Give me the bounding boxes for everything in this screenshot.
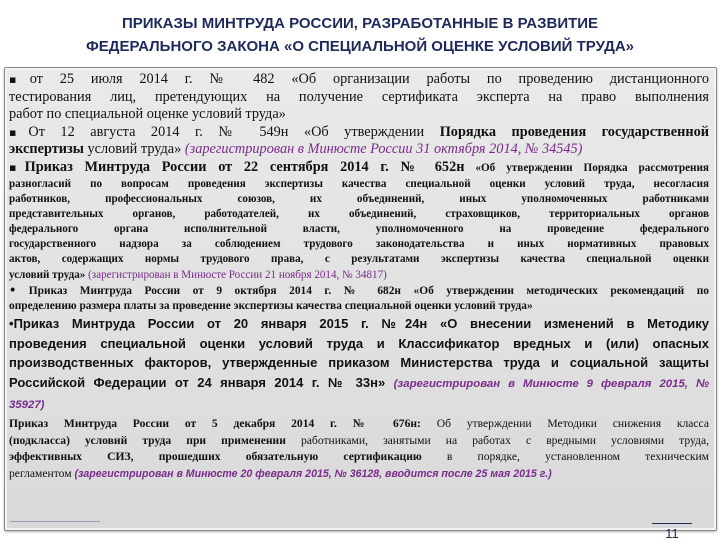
list-item: Приказ Минтруда России от 5 декабря 2014 г. № 676н: Об утверждении Методики снижения класса (подкласса) условий труда при применении работниками, занятыми на работах с вредными условиями труда, эффективных СИЗ, прошедших обязательную сертификацию в порядке, установленном техническим регламентом (зарегистрирован в Минюсте 20 февраля 2015, № 36128, вводится после 25 мая 2015 г.): [9, 417, 709, 480]
registration-note: (зарегистрирован в Минюсте России 21 ноября 2014, № 34817): [85, 268, 387, 281]
list-item: •Приказ Минтруда России от 20 января 2015 г. №24н «О внесении изменений в Методику проведения специальной оценки условий труда и Классификатор вредных и (или) опасных производственных факторов, утвержденные приказом Министерства труда и социальной защиты Российской Федерации от 24 января 2014 г. № 33н» (зарегистрирован в Минюсте 9 февраля 2015, № 35927): [9, 316, 709, 412]
square-bullet-icon: ▪: [9, 160, 25, 174]
slide-title: [20, 12, 700, 58]
registration-note: (зарегистрирован в Минюсте России 31 октября 2014, № 34545): [184, 141, 583, 157]
footer-divider: [10, 521, 100, 522]
registration-note: (зарегистрирован в Минюсте 20 февраля 2015, № 36128, вводится после 25 мая 2015 г.): [74, 467, 552, 480]
registration-note: (зарегистрирован в Минюсте 9 февраля 2015, №: [393, 377, 709, 390]
list-item: ▪От 12 августа 2014 г. № 549н «Об утверждении Порядка проведения государственной экспертизы условий труда» (зарегистрирован в Минюсте России 31 октября 2014, № 34545): [9, 123, 709, 157]
page-number: 11: [665, 526, 679, 541]
title-line-2: ФЕДЕРАЛЬНОГО ЗАКОНА «О СПЕЦИАЛЬНОЙ ОЦЕНКЕ УСЛОВИЙ ТРУДА»: [85, 38, 635, 55]
square-bullet-icon: ▪: [9, 73, 30, 86]
list-item: ▪от 25 июля 2014 г. № 482 «Об организации работы по проведению дистанционного тестирования лиц, претендующих на получение сертификата эксперта на право выполнения работ по специальной оценке условий труда»: [9, 71, 709, 122]
square-bullet-icon: ▪: [9, 125, 29, 139]
round-bullet-icon: •: [9, 282, 17, 297]
title-line-1: ПРИКАЗЫ МИНТРУДА РОССИИ, РАЗРАБОТАННЫЕ В РАЗВИТИЕ: [121, 15, 599, 32]
round-bullet-icon: •: [9, 316, 14, 332]
list-item: • Приказ Минтруда России от 9 октября 2014 г. № 682н «Об утверждении методических рекомендаций по определению размера платы за проведение экспертизы качества специальной оценки условий труда»: [9, 282, 709, 312]
list-item: ▪Приказ Минтруда России от 22 сентября 2014 г. № 652н «Об утверждении Порядка рассмотрения разногласий по вопросам проведения экспертизы качества специальной оценки условий труда, несогласия работников, профессиональных союзов, их объединений, иных уполномоченных работниками представительных органов, работодателей, их объединений, страховщиков, территориальных органов федерального органа исполнительной власти, уполномоченного на проведение федерального государственного надзора за соблюдением трудового законодательства и иных нормативных правовых актов, содержащих нормы трудового права, с результатами экспертизы качества специальной оценки условий труда» (зарегистрирован в Минюсте России 21 ноября 2014, № 34817): [9, 158, 709, 281]
orders-list: [9, 71, 709, 511]
page-number-rule: [652, 523, 692, 524]
